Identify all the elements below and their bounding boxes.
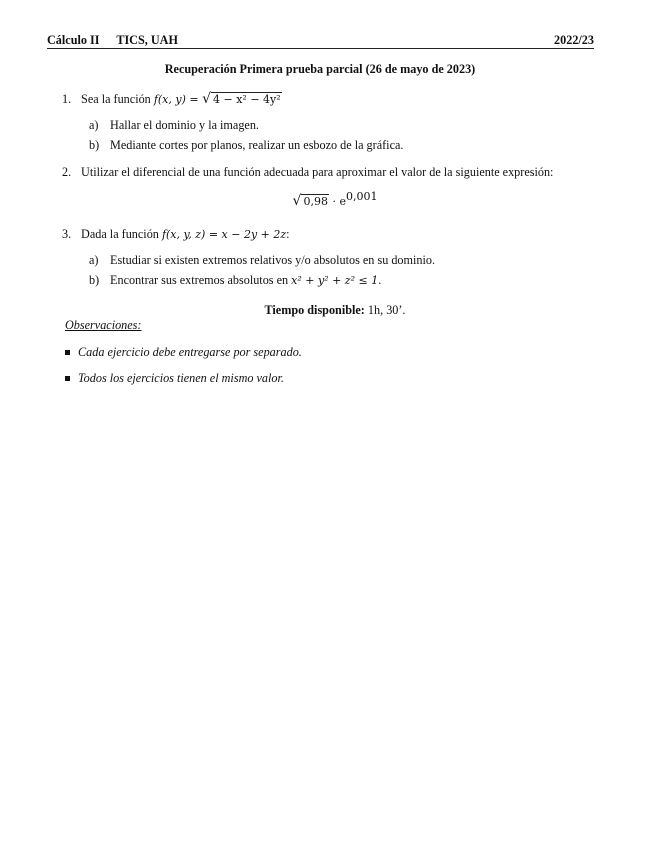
radicand: 0,98	[303, 195, 328, 209]
part-text: Encontrar sus extremos absolutos en	[110, 273, 289, 287]
observation-item	[65, 371, 284, 386]
academic-year: 2022/23	[554, 33, 594, 47]
problem-number: 2.	[62, 165, 72, 179]
problem-2	[62, 165, 553, 180]
problem-3-part-a	[89, 253, 435, 268]
square-root	[202, 91, 282, 107]
problem-2-expression	[0, 190, 655, 209]
part-text: Hallar el dominio y la imagen.	[110, 118, 259, 132]
time-value: 1h, 30’.	[364, 303, 406, 317]
institution-name: TICS, UAH	[116, 33, 178, 47]
exponent: 0,001	[345, 190, 378, 203]
time-label: Tiempo disponible:	[264, 303, 365, 317]
problem-suffix: :	[286, 227, 290, 241]
constraint-formula: x² + y² + z² ≤ 1	[291, 274, 379, 287]
part-text: Estudiar si existen extremos relativos y/o absolutos en su dominio.	[110, 253, 436, 267]
problem-number: 1.	[62, 92, 72, 106]
part-label: b)	[89, 138, 100, 152]
square-root	[293, 193, 329, 209]
radical-sign: √	[292, 193, 302, 210]
function-lhs: f(x, y) =	[153, 93, 203, 106]
problem-text: Dada la función	[81, 227, 159, 241]
problem-3	[62, 227, 290, 242]
part-label: b)	[89, 273, 100, 287]
function-formula: f(x, y, z) = x − 2y + 2z	[161, 228, 287, 241]
part-text: Mediante cortes por planos, realizar un esbozo de la gráfica.	[110, 138, 404, 152]
problem-text: Utilizar el diferencial de una función adecuada para aproximar el valor de la siguiente expresión:	[81, 165, 554, 179]
exam-title: Recuperación Primera prueba parcial (26 de mayo de 2023)	[164, 62, 476, 76]
observation-item	[65, 345, 302, 360]
bullet-square-icon	[65, 376, 70, 381]
page-header	[47, 33, 594, 49]
part-label: a)	[89, 253, 99, 267]
problem-1-part-a	[89, 118, 259, 133]
observations-title: Observaciones:	[65, 318, 142, 332]
problem-3-part-b	[89, 273, 381, 288]
radicand: 4 − x² − 4y²	[213, 93, 281, 106]
time-available	[0, 303, 655, 318]
observation-text: Todos los ejercicios tienen el mismo valor.	[78, 371, 284, 385]
bullet-square-icon	[65, 350, 70, 355]
expression-mid: · e	[328, 195, 346, 209]
part-label: a)	[89, 118, 99, 132]
problem-1-part-b	[89, 138, 403, 153]
header-left	[47, 33, 192, 48]
problem-text: Sea la función	[81, 92, 151, 106]
problem-number: 3.	[62, 227, 72, 241]
part-suffix: .	[378, 273, 382, 287]
radical-sign: √	[202, 91, 212, 107]
observation-text: Cada ejercicio debe entregarse por separado.	[78, 345, 302, 359]
course-name: Cálculo II	[47, 33, 100, 47]
problem-1	[62, 91, 282, 107]
